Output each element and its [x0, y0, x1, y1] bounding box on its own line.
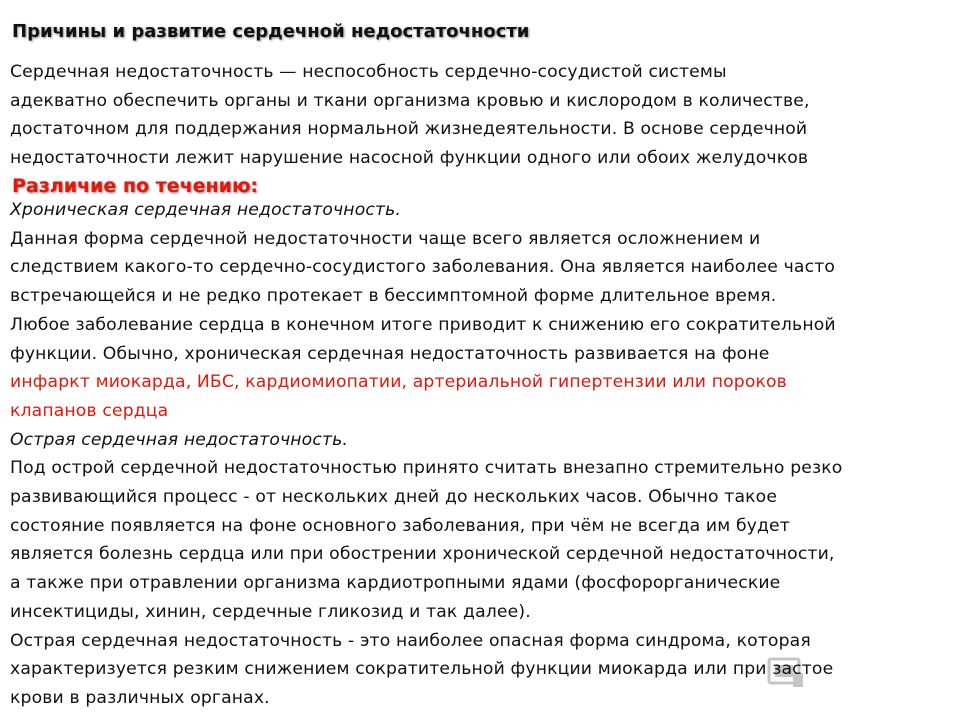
- acute-line: является болезнь сердца или при обострении хронической сердечной недостаточности,: [10, 544, 835, 565]
- chronic-causes-line: клапанов сердца: [10, 400, 169, 421]
- chronic-line: Данная форма сердечной недостаточности чаще всего является осложнением и: [10, 228, 761, 249]
- intro-line: недостаточности лежит нарушение насосной функции одного или обоих желудочков: [10, 148, 809, 169]
- acute-line: инсектициды, хинин, сердечные гликозид и так далее).: [10, 601, 531, 622]
- chronic-heading: Хроническая сердечная недостаточность.: [10, 200, 402, 220]
- acute-line: характеризуется резким снижением сократительной функции миокарда или при застое: [10, 659, 834, 680]
- acute-line: Острая сердечная недостаточность - это наиболее опасная форма синдрома, которая: [10, 630, 811, 651]
- page-title: Причины и развитие сердечной недостаточности: [12, 21, 530, 42]
- acute-line: состояние появляется на фоне основного заболевания, при чём не всегда им будет: [10, 515, 790, 536]
- intro-line: адекватно обеспечить органы и ткани организма кровью и кислородом в количестве,: [10, 90, 810, 111]
- section-subheading: Различие по течению:: [12, 175, 259, 197]
- chronic-line: Любое заболевание сердца в конечном итоге приводит к снижению его сократительной: [10, 314, 836, 335]
- main-content: [10, 196, 945, 713]
- chronic-line: следствием какого-то сердечно-сосудистого заболевания. Она является наиболее часто: [10, 257, 836, 278]
- intro-line: достаточном для поддержания нормальной жизнедеятельности. В основе сердечной: [10, 119, 808, 140]
- intro-paragraph: [10, 58, 945, 173]
- acute-line: Под острой сердечной недостаточностью принято считать внезапно стремительно резко: [10, 458, 843, 479]
- acute-line: развивающийся процесс - от нескольких дней до нескольких часов. Обычно такое: [10, 487, 778, 508]
- chronic-causes-line: инфаркт миокарда, ИБС, кардиомиопатии, артериальной гипертензии или пороков: [10, 372, 787, 393]
- acute-line: а также при отравлении организма кардиотропными ядами (фосфорорганические: [10, 573, 781, 594]
- chronic-line: встречающейся и не редко протекает в бессимптомной форме длительное время.: [10, 286, 777, 307]
- intro-line: Сердечная недостаточность — неспособность сердечно-сосудистой системы: [10, 62, 727, 82]
- chronic-line: функции. Обычно, хроническая сердечная недостаточность развивается на фоне: [10, 343, 770, 364]
- acute-heading: Острая сердечная недостаточность.: [10, 429, 348, 450]
- presentation-watermark-icon: [766, 656, 806, 690]
- acute-line: крови в различных органах.: [10, 687, 270, 708]
